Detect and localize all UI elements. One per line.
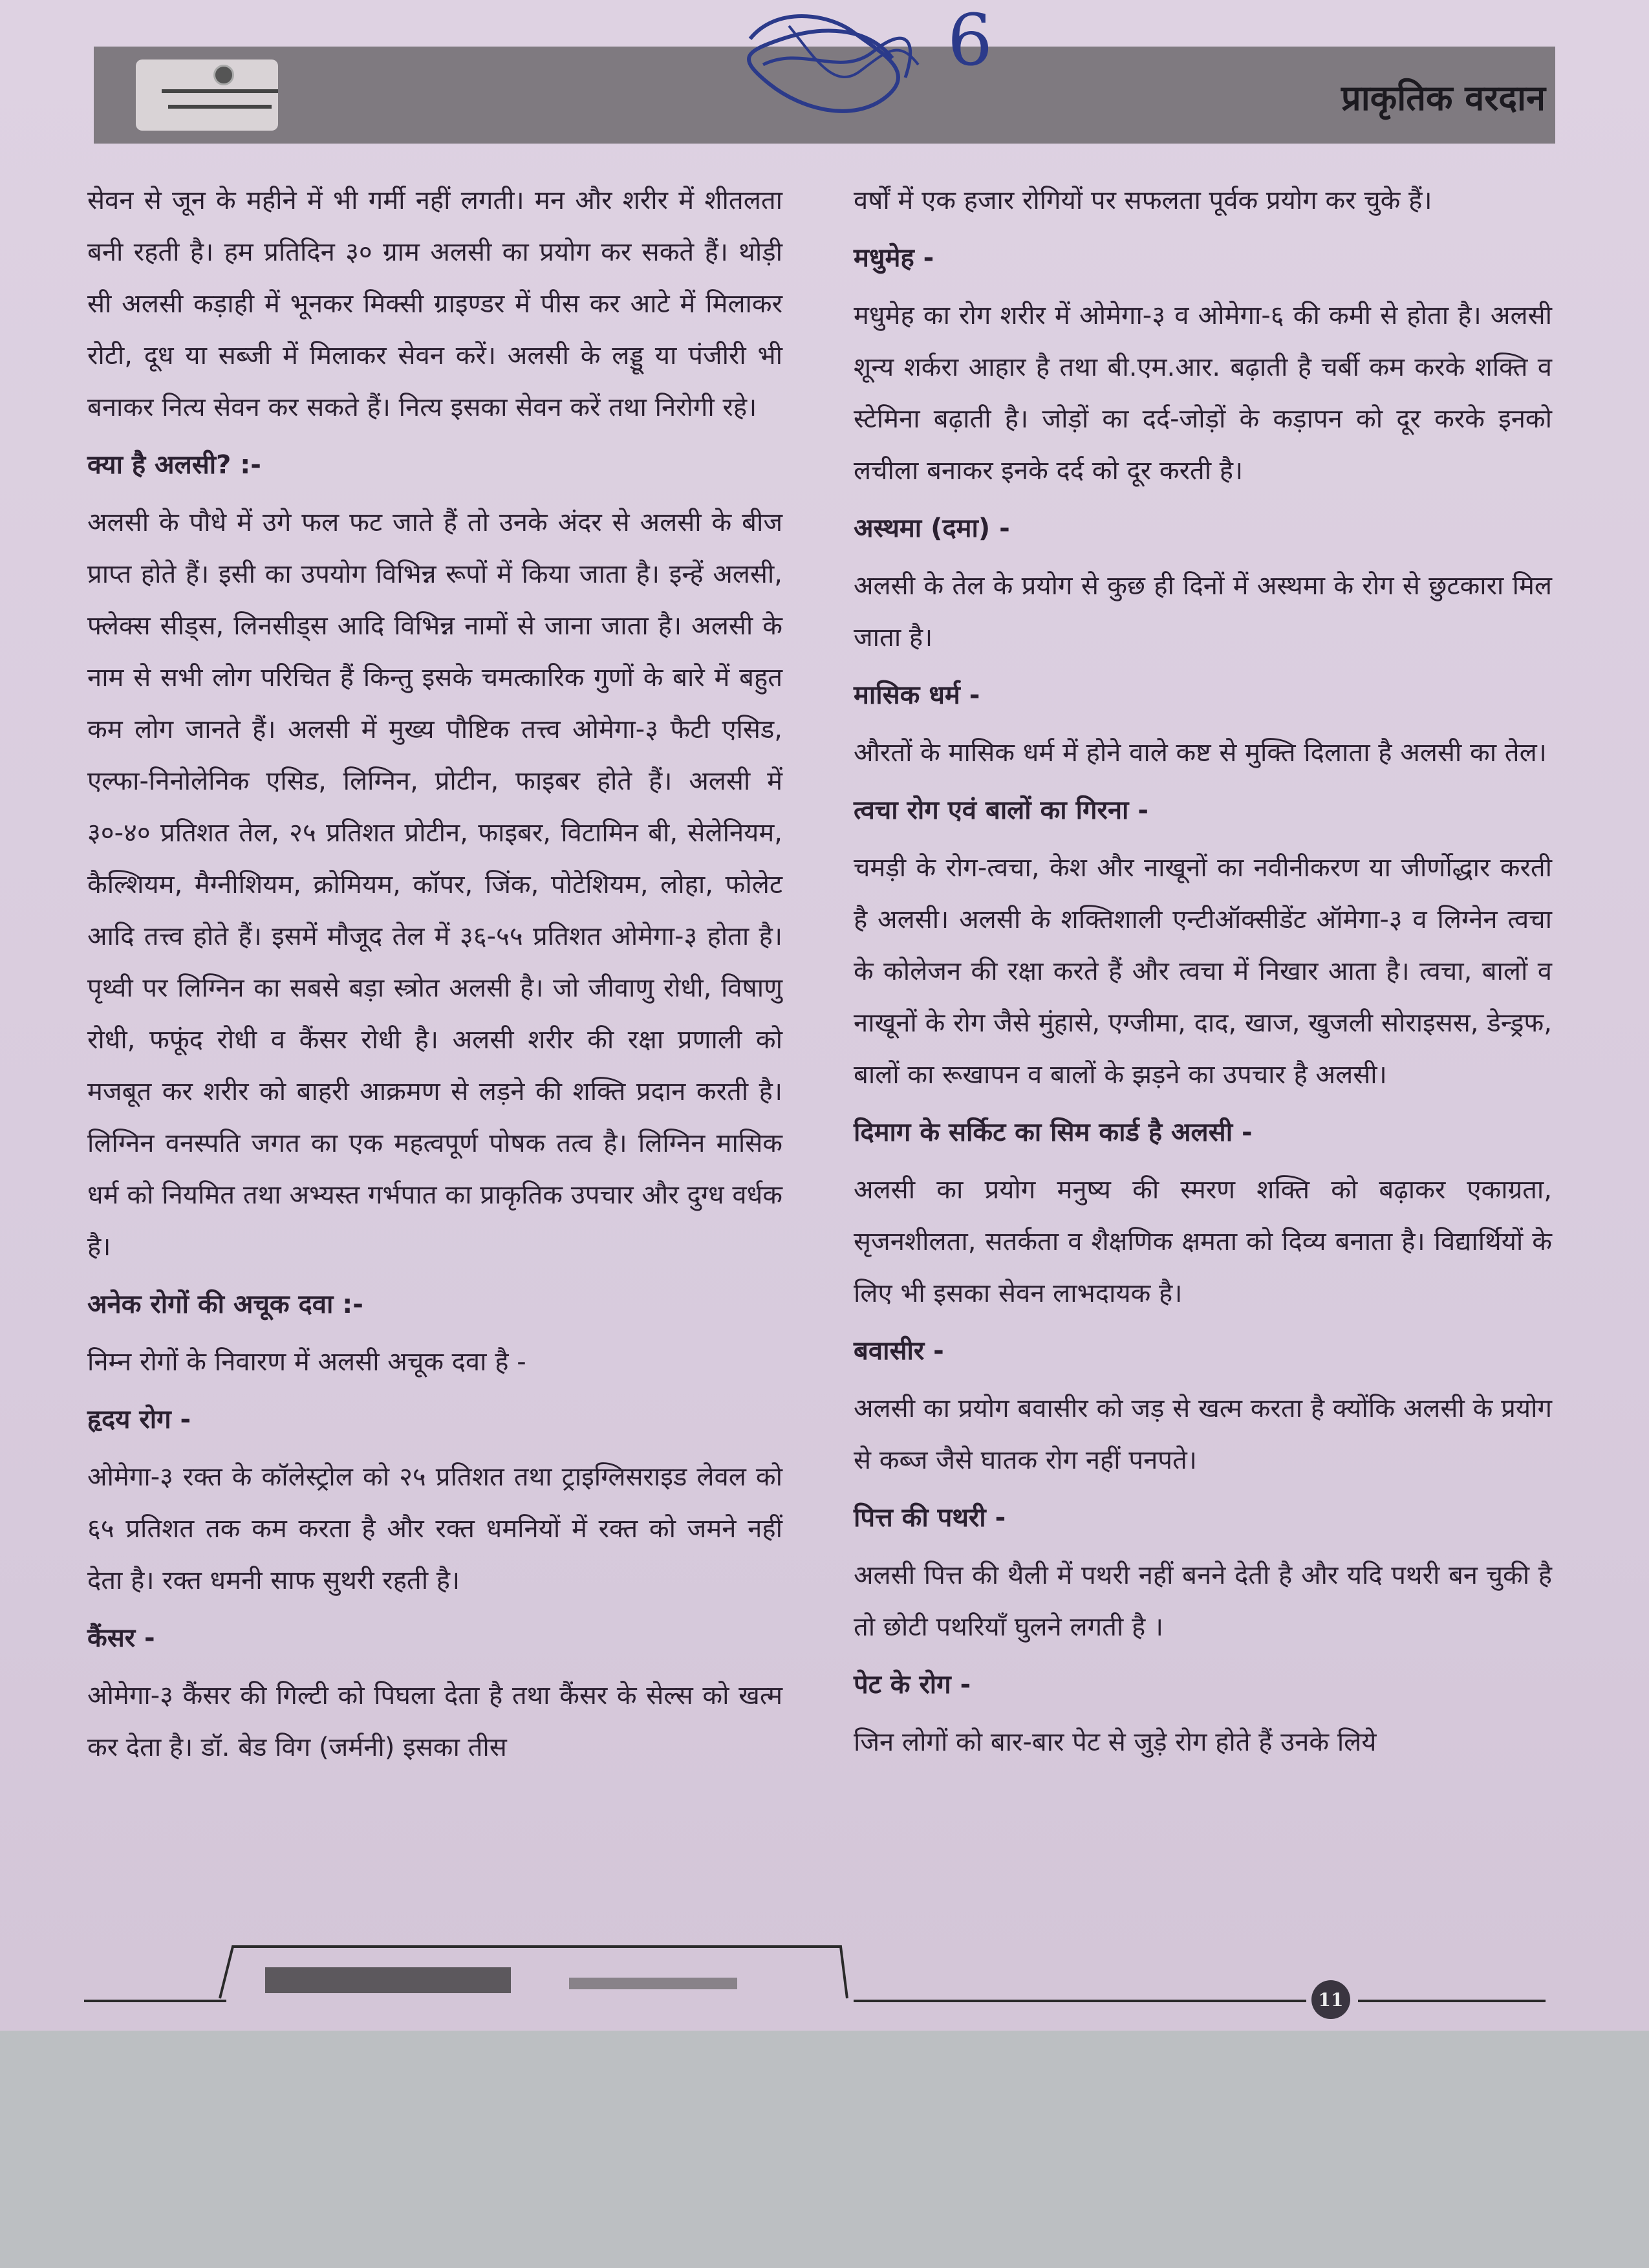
paragraph: सेवन से जून के महीने में भी गर्मी नहीं लगती। मन और शरीर में शीतलता बनी रहती है। हम प्रतिदिन ३० ग्राम अलसी का प्रयोग कर सकते हैं। थोड़ी सी अलसी कड़ाही में भूनकर मिक्सी ग्राइण्डर में पीस कर आटे में मिलाकर रोटी, दूध या सब्जी में मिलाकर सेवन करें। अलसी के लड्डू या पंजीरी भी बनाकर नित्य सेवन कर सकते हैं। नित्य इसका सेवन करें तथा निरोगी रहे।	[87, 186, 782, 422]
paragraph: मधुमेह का रोग शरीर में ओमेगा-३ व ओमेगा-६ की कमी से होता है। अलसी शून्य शर्करा आहार है तथा बी.एम.आर. बढ़ाती है चर्बी कम करके शक्ति व स्टेमिना बढ़ाती है। जोड़ों का दर्द-जोड़ों के कड़ापन को दूर करके इनको लचीला बनाकर इनके दर्द को दूर करती है।	[854, 301, 1552, 486]
footer-rule-right	[1358, 2000, 1546, 2002]
page-number: 11	[1311, 1980, 1350, 2019]
subheading-anek-rog: अनेक रोगों की अचूक दवा :-	[87, 1290, 363, 1319]
subheading-hriday-rog: हृदय रोग -	[87, 1405, 191, 1434]
paragraph: अलसी पित्त की थैली में पथरी नहीं बनने देती है और यदि पथरी बन चुकी है तो छोटी पथरियाँ घुलने लगती है ।	[854, 1561, 1552, 1642]
footer-rule-middle	[854, 2000, 1306, 2002]
subheading-kya-hai-alsi: क्या है अलसी? :-	[87, 450, 261, 480]
footer-banner	[207, 1934, 854, 2005]
paragraph: चमड़ी के रोग-त्वचा, केश और नाखूनों का नवीनीकरण या जीर्णोद्धार करती है अलसी। अलसी के शक्तिशाली एन्टीऑक्सीडेंट ऑमेगा-३ व लिग्नेन त्वचा के कोलेजन की रक्षा करते हैं और त्वचा में निखार आता है। त्वचा, बालों व नाखूनों के रोग जैसे मुंहासे, एग्जीमा, दाद, खाज, खुजली सोराइसस, डेन्ड्रफ, बालों का रूखापन व बालों के झड़ने का उपचार है अलसी।	[854, 853, 1552, 1090]
paragraph: अलसी का प्रयोग मनुष्य की स्मरण शक्ति को बढ़ाकर एकाग्रता, सृजनशीलता, सतर्कता व शैक्षणिक क्षमता को दिव्य बनाता है। विद्यार्थियों के लिए भी इसका सेवन लाभदायक है।	[854, 1175, 1552, 1308]
right-column	[854, 175, 1552, 1777]
paragraph: जिन लोगों को बार-बार पेट से जुड़े रोग होते हैं उनके लिये	[854, 1727, 1377, 1757]
logo-waves-icon	[162, 89, 278, 106]
subheading-bawasir: बवासीर -	[854, 1336, 944, 1366]
subheading-dimag: दिमाग के सर्किट का सिम कार्ड है अलसी -	[854, 1118, 1253, 1147]
paragraph: औरतों के मासिक धर्म में होने वाले कष्ट से मुक्ति दिलाता है अलसी का तेल।	[854, 738, 1547, 768]
subheading-twacha-rog: त्वचा रोग एवं बालों का गिरना -	[854, 795, 1148, 825]
handwritten-page-mark: 6	[947, 0, 993, 81]
subheading-madhumeh: मधुमेह -	[854, 243, 934, 273]
subheading-asthma: अस्थमा (दमा) -	[854, 513, 1010, 543]
ink-scribble	[724, 0, 996, 129]
paragraph: निम्न रोगों के निवारण में अलसी अचूक दवा है -	[87, 1347, 526, 1377]
paragraph: अलसी के तेल के प्रयोग से कुछ ही दिनों में अस्थमा के रोग से छुटकारा मिल जाता है।	[854, 571, 1552, 653]
paragraph: अलसी का प्रयोग बवासीर को जड़ से खत्म करता है क्योंकि अलसी के प्रयोग से कब्ज जैसे घातक रोग नहीं पनपते।	[854, 1394, 1552, 1475]
subheading-cancer: कैंसर -	[87, 1623, 155, 1653]
paragraph: ओमेगा-३ कैंसर की गिल्टी को पिघला देता है तथा कैंसर के सेल्स को खत्म कर देता है। डॉ. बेड विग (जर्मनी) इसका तीस	[87, 1681, 782, 1762]
logo-sun-icon	[213, 65, 234, 85]
section-title: प्राकृतिक वरदान	[1341, 78, 1546, 118]
subheading-pet-ke-rog: पेट के रोग -	[854, 1670, 971, 1700]
logo-waves-icon-lower	[168, 105, 272, 115]
scan-background	[0, 2031, 1649, 2268]
footer-rule-left	[84, 2000, 226, 2002]
subheading-pitt-ki-pathri: पित्त की पथरी -	[854, 1503, 1006, 1533]
paragraph: अलसी के पौधे में उगे फल फट जाते हैं तो उनके अंदर से अलसी के बीज प्राप्त होते हैं। इसी का उपयोग विभिन्न रूपों में किया जाता है। इन्हें अलसी, फ्लेक्स सीड्स, लिनसीड्स आदि विभिन्न नामों से जाना जाता है। अलसी के नाम से सभी लोग परिचित हैं किन्तु इसके चमत्कारिक गुणों के बारे में बहुत कम लोग जानते हैं। अलसी में मुख्य पौष्टिक तत्त्व ओमेगा-३ फैटी एसिड, एल्फा-निनोलेनिक एसिड, लिग्निन, प्रोटीन, फाइबर होते हैं। अलसी में ३०-४० प्रतिशत तेल, २५ प्रतिशत प्रोटीन, फाइबर, विटामिन बी, सेलेनियम, कैल्शियम, मैग्नीशियम, क्रोमियम, कॉपर, जिंक, पोटेशियम, लोहा, फोलेट आदि तत्त्व होते हैं। इसमें मौजूद तेल में ३६-५५ प्रतिशत ओमेगा-३ होता है। पृथ्वी पर लिग्निन का सबसे बड़ा स्त्रोत अलसी है। जो जीवाणु रोधी, विषाणु रोधी, फफूंद रोधी व कैंसर रोधी है। अलसी शरीर की रक्षा प्रणाली को मजबूत कर शरीर को बाहरी आक्रमण से लड़ने की शक्ति प्रदान करती है। लिग्निन वनस्पति जगत का एक महत्वपूर्ण पोषक तत्व है। लिग्निन मासिक धर्म को नियमित तथा अभ्यस्त गर्भपात का प्राकृतिक उपचार और दुग्ध वर्धक है।	[87, 508, 782, 1262]
left-column	[87, 175, 782, 1782]
paragraph: वर्षों में एक हजार रोगियों पर सफलता पूर्वक प्रयोग कर चुके हैं।	[854, 186, 1432, 215]
paragraph: ओमेगा-३ रक्त के कॉलेस्ट्रोल को २५ प्रतिशत तथा ट्राइग्लिसराइड लेवल को ६५ प्रतिशत तक कम करता है और रक्त धमनियों में रक्त को जमने नहीं देता है। रक्त धमनी साफ सुथरी रहती है।	[87, 1462, 782, 1595]
subheading-masik-dharm: मासिक धर्म -	[854, 680, 980, 710]
